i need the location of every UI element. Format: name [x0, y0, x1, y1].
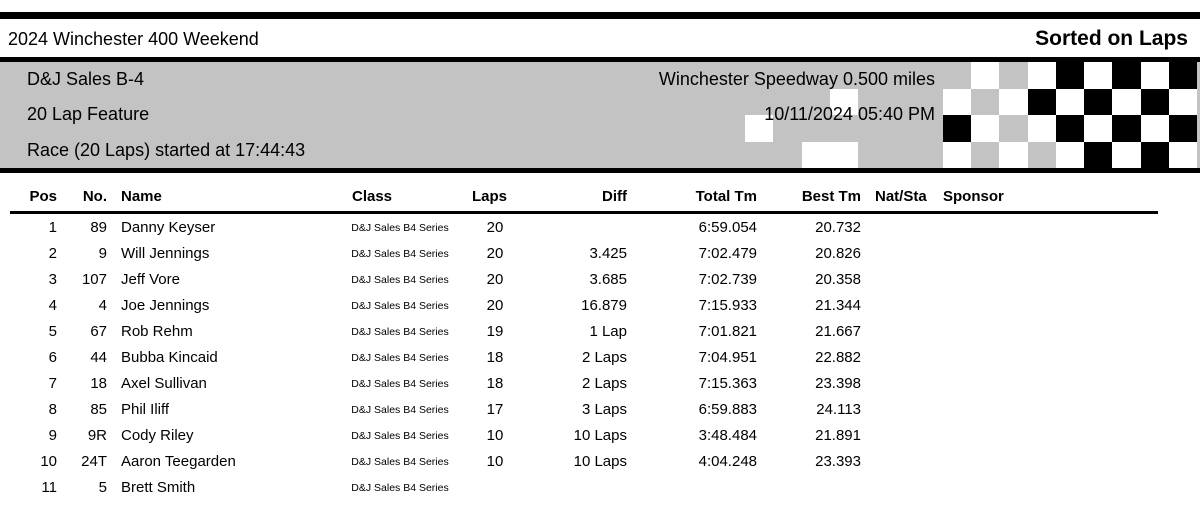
- table-row: [0, 449, 1200, 475]
- cell-laps: 10: [486, 452, 504, 470]
- race-feature-label: 20 Lap Feature: [27, 104, 150, 125]
- cell-laps: 10: [486, 426, 504, 444]
- cell-total-time: 6:59.883: [698, 400, 757, 418]
- cell-class: D&J Sales B4 Series: [351, 481, 449, 494]
- cell-position: 9: [48, 426, 57, 444]
- cell-laps: 17: [486, 400, 504, 418]
- cell-class: D&J Sales B4 Series: [351, 325, 449, 338]
- cell-driver-name: Brett Smith: [121, 478, 196, 496]
- table-header-row: [0, 183, 1200, 211]
- cell-sponsor: [943, 319, 1183, 345]
- cell-driver-name: Rob Rehm: [121, 322, 193, 340]
- cell-class: D&J Sales B4 Series: [351, 221, 449, 234]
- cell-best-time: 20.732: [815, 218, 861, 236]
- cell-driver-name: Jeff Vore: [121, 270, 180, 288]
- cell-total-time: 6:59.054: [698, 218, 757, 236]
- cell-diff: 16.879: [581, 296, 627, 314]
- cell-sponsor: [943, 345, 1183, 371]
- title-row: [0, 19, 1200, 57]
- cell-position: 5: [48, 322, 57, 340]
- cell-driver-name: Joe Jennings: [121, 296, 210, 314]
- col-header-name: Name: [121, 188, 162, 205]
- cell-laps: 20: [486, 270, 504, 288]
- cell-nat-sta: [875, 371, 943, 397]
- cell-car-number: 24T: [81, 452, 107, 470]
- cell-driver-name: Will Jennings: [121, 244, 210, 262]
- cell-class: D&J Sales B4 Series: [351, 455, 449, 468]
- cell-total-time: 7:15.363: [698, 374, 757, 392]
- col-header-no: No.: [82, 188, 107, 205]
- cell-position: 3: [48, 270, 57, 288]
- cell-car-number: 5: [98, 478, 107, 496]
- cell-nat-sta: [875, 241, 943, 267]
- cell-laps: 20: [486, 296, 504, 314]
- cell-car-number: 107: [81, 270, 107, 288]
- cell-laps: 18: [486, 374, 504, 392]
- cell-position: 7: [48, 374, 57, 392]
- cell-car-number: 67: [90, 322, 107, 340]
- col-header-pos: Pos: [29, 188, 57, 205]
- cell-driver-name: Bubba Kincaid: [121, 348, 218, 366]
- col-header-best-tm: Best Tm: [801, 188, 861, 205]
- header-underline-rule: [10, 211, 1158, 214]
- cell-car-number: 85: [90, 400, 107, 418]
- cell-nat-sta: [875, 345, 943, 371]
- cell-diff: 2 Laps: [581, 348, 627, 366]
- cell-car-number: 18: [90, 374, 107, 392]
- cell-nat-sta: [875, 397, 943, 423]
- cell-position: 8: [48, 400, 57, 418]
- table-row: [0, 423, 1200, 449]
- col-header-class: Class: [352, 188, 393, 205]
- cell-total-time: 7:04.951: [698, 348, 757, 366]
- table-body: [0, 215, 1200, 501]
- race-start-info: Race (20 Laps) started at 17:44:43: [27, 139, 306, 160]
- cell-car-number: 9R: [87, 426, 107, 444]
- cell-class: D&J Sales B4 Series: [351, 429, 449, 442]
- cell-total-time: 7:02.479: [698, 244, 757, 262]
- page-title: 2024 Winchester 400 Weekend: [8, 29, 259, 49]
- table-row: [0, 371, 1200, 397]
- event-banner-inner: [0, 62, 1200, 168]
- cell-sponsor: [943, 267, 1183, 293]
- cell-laps: [470, 475, 520, 501]
- cell-car-number: 89: [90, 218, 107, 236]
- cell-best-time: 23.393: [815, 452, 861, 470]
- cell-class: D&J Sales B4 Series: [351, 247, 449, 260]
- cell-class: D&J Sales B4 Series: [351, 403, 449, 416]
- cell-diff: 1 Lap: [589, 322, 627, 340]
- cell-diff: 10 Laps: [573, 452, 627, 470]
- cell-driver-name: Phil Iliff: [121, 400, 170, 418]
- cell-total-time: 7:01.821: [698, 322, 757, 340]
- cell-best-time: 21.667: [815, 322, 861, 340]
- cell-total-time: 7:02.739: [698, 270, 757, 288]
- cell-nat-sta: [875, 475, 943, 501]
- cell-laps: 19: [486, 322, 504, 340]
- cell-position: 1: [48, 218, 57, 236]
- cell-diff: 2 Laps: [581, 374, 627, 392]
- cell-best-time: 20.826: [815, 244, 861, 262]
- cell-diff: 10 Laps: [573, 426, 627, 444]
- event-banner: [0, 57, 1200, 173]
- col-header-diff: Diff: [602, 188, 627, 205]
- cell-class: D&J Sales B4 Series: [351, 377, 449, 390]
- cell-diff: 3.425: [589, 244, 627, 262]
- cell-driver-name: Axel Sullivan: [121, 374, 207, 392]
- cell-position: 6: [48, 348, 57, 366]
- cell-best-time: [757, 475, 861, 501]
- table-row: [0, 397, 1200, 423]
- cell-best-time: 21.344: [815, 296, 861, 314]
- cell-laps: 20: [486, 244, 504, 262]
- cell-best-time: 22.882: [815, 348, 861, 366]
- cell-sponsor: [943, 397, 1183, 423]
- cell-diff: [520, 215, 627, 241]
- cell-diff: [520, 475, 627, 501]
- table-row: [0, 293, 1200, 319]
- cell-car-number: 9: [98, 244, 107, 262]
- cell-sponsor: [943, 449, 1183, 475]
- race-datetime: 10/11/2024 05:40 PM: [764, 104, 935, 125]
- cell-total-time: 4:04.248: [698, 452, 757, 470]
- cell-diff: 3 Laps: [581, 400, 627, 418]
- cell-sponsor: [943, 423, 1183, 449]
- cell-driver-name: Danny Keyser: [121, 218, 216, 236]
- cell-car-number: 4: [98, 296, 107, 314]
- event-name: D&J Sales B-4: [27, 69, 145, 89]
- col-header-total-tm: Total Tm: [695, 188, 757, 205]
- table-row: [0, 319, 1200, 345]
- cell-driver-name: Cody Riley: [121, 426, 194, 444]
- col-header-sponsor: Sponsor: [943, 188, 1004, 205]
- table-row: [0, 215, 1200, 241]
- cell-total-time: 7:15.933: [698, 296, 757, 314]
- cell-best-time: 21.891: [815, 426, 861, 444]
- top-divider-rule: [0, 12, 1200, 19]
- cell-best-time: 23.398: [815, 374, 861, 392]
- cell-sponsor: [943, 241, 1183, 267]
- track-info: Winchester Speedway 0.500 miles: [658, 69, 935, 89]
- cell-driver-name: Aaron Teegarden: [121, 452, 236, 470]
- cell-laps: 20: [486, 218, 504, 236]
- cell-nat-sta: [875, 423, 943, 449]
- cell-sponsor: [943, 475, 1183, 501]
- cell-best-time: 24.113: [816, 400, 861, 418]
- cell-sponsor: [943, 215, 1183, 241]
- cell-position: 11: [41, 478, 57, 496]
- cell-total-time: [627, 475, 757, 501]
- table-row: [0, 241, 1200, 267]
- cell-total-time: 3:48.484: [698, 426, 757, 444]
- cell-sponsor: [943, 293, 1183, 319]
- results-table: [0, 183, 1200, 501]
- cell-best-time: 20.358: [815, 270, 861, 288]
- cell-nat-sta: [875, 293, 943, 319]
- cell-position: 2: [48, 244, 57, 262]
- cell-nat-sta: [875, 319, 943, 345]
- table-row: [0, 267, 1200, 293]
- cell-position: 4: [48, 296, 57, 314]
- cell-class: D&J Sales B4 Series: [351, 299, 449, 312]
- cell-position: 10: [40, 452, 57, 470]
- table-row: [0, 345, 1200, 371]
- col-header-nat-sta: Nat/Sta: [875, 188, 927, 205]
- cell-laps: 18: [486, 348, 504, 366]
- cell-class: D&J Sales B4 Series: [351, 273, 449, 286]
- cell-sponsor: [943, 371, 1183, 397]
- cell-nat-sta: [875, 215, 943, 241]
- cell-nat-sta: [875, 267, 943, 293]
- cell-nat-sta: [875, 449, 943, 475]
- table-row: [0, 475, 1200, 501]
- cell-diff: 3.685: [589, 270, 627, 288]
- sort-order-label: Sorted on Laps: [1035, 27, 1188, 50]
- cell-class: D&J Sales B4 Series: [351, 351, 449, 364]
- cell-car-number: 44: [90, 348, 107, 366]
- col-header-laps: Laps: [472, 188, 508, 205]
